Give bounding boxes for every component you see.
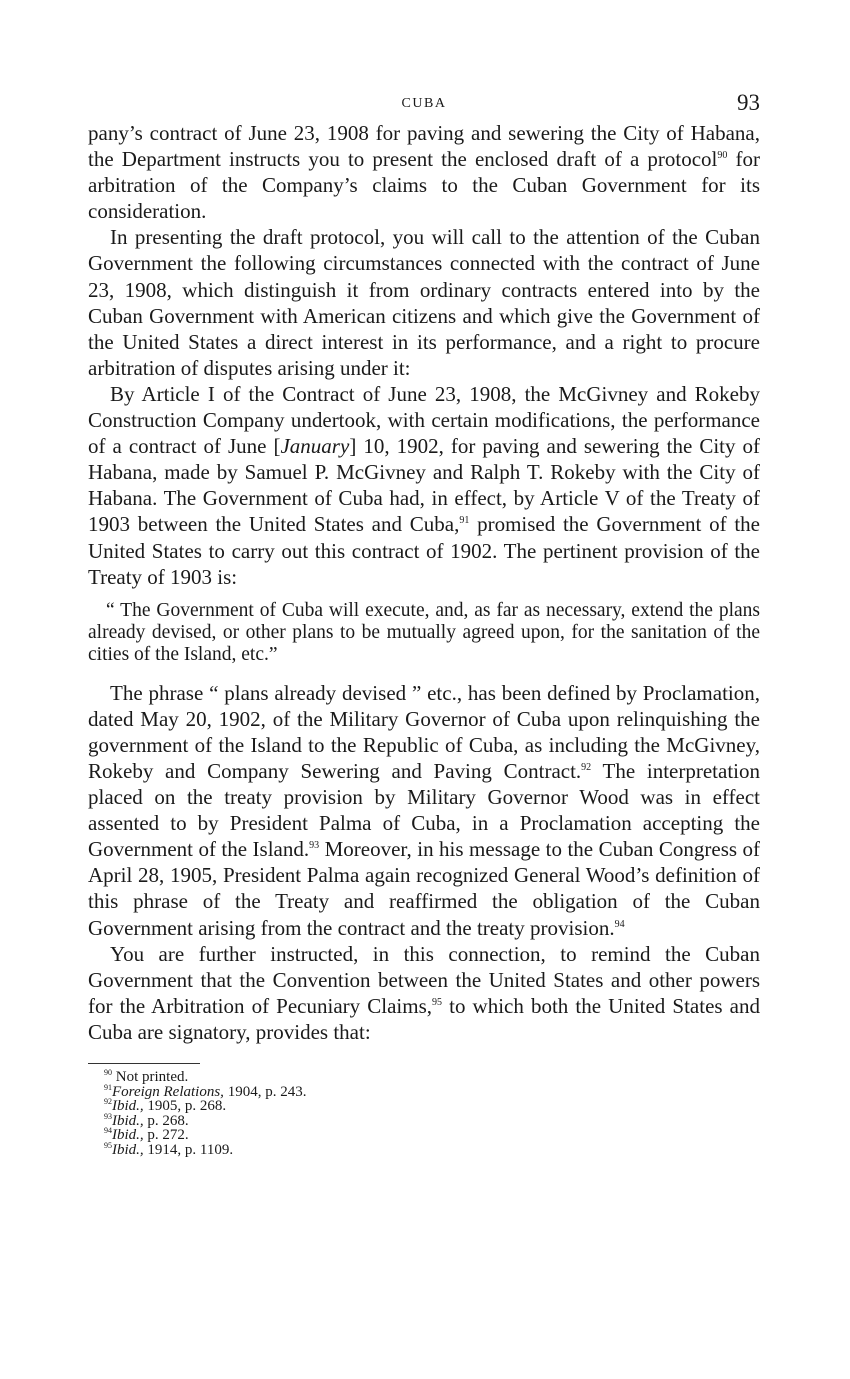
footnote-ref[interactable]: 95: [432, 996, 443, 1008]
footnote: $^{91}$Foreign Relations, 1904, p. 243.: [104, 1082, 307, 1100]
body-text: [88, 120, 760, 1045]
paragraph: pany’s contract of June 23, 1908 for paving and sewering the City of Habana, the Department instructs you to present the enclosed draft of a protocol$^{90}$ for arbitration of the Company’s claims to the Cuban Government for its consideration.: [88, 121, 760, 224]
footnote: $^{92}$Ibid., 1905, p. 268.: [104, 1097, 227, 1114]
paragraph: By Article I of the Contract of June 23, 1908, the McGivney and Rokeby Construction Company undertook, with certain modifications, the performance of a contract of June [January] 10, 1902, for paving and sewering the City of Habana, made by Samuel P. McGivney and Ralph T. Rokeby with the City of Habana. The Government of Cuba had, in effect, by Article V of the Treaty of 1903 between the United States and Cuba,$^{91}$ promised the Government of the United States to carry out this contract of 1902. The pertinent provision of the Treaty of 1903 is:: [88, 381, 760, 589]
footnote-divider: [88, 1063, 200, 1064]
footnote-ref[interactable]: 90: [717, 150, 728, 162]
footnote-ref[interactable]: 92: [581, 761, 592, 773]
footnote: $^{94}$Ibid., p. 272.: [104, 1126, 189, 1143]
footnote-ref[interactable]: 91: [459, 515, 470, 527]
footnote: $^{93}$Ibid., p. 268.: [104, 1111, 189, 1129]
footnote: $^{95}$Ibid., 1914, p. 1109.: [104, 1140, 234, 1158]
page-number: 93: [737, 90, 760, 115]
footnote-ref[interactable]: 94: [614, 918, 625, 930]
document-page: [88, 90, 760, 1157]
footnote: $^{90}$ Not printed.: [104, 1068, 189, 1085]
running-header: [88, 90, 760, 120]
paragraph: In presenting the draft protocol, you will call to the attention of the Cuban Government the following circumstances connected with the contract of June 23, 1908, which distinguish it from ordinary contracts entered into by the Cuban Government with American citizens and which give the Government of the United States a direct interest in its performance, and a right to procure arbitration of disputes arising under it:: [88, 225, 760, 380]
paragraph: You are further instructed, in this connection, to remind the Cuban Government that the Convention between the United States and other powers for the Arbitration of Pecuniary Claims,$^{95}$ to which both the United States and Cuba are signatory, provides that:: [88, 941, 760, 1044]
footnote-ref[interactable]: 93: [309, 840, 320, 852]
running-title: CUBA: [401, 96, 447, 111]
block-quote: “ The Government of Cuba will execute, and, as far as necessary, extend the plans already devised, or other plans to be mutually agreed upon, for the sanitation of the cities of the Island, etc.”: [88, 599, 760, 665]
paragraph: The phrase “ plans already devised ” etc., has been defined by Proclamation, dated May 20, 1902, of the Military Governor of Cuba upon relinquishing the government of the Island to the Republic of Cuba, as including the McGivney, Rokeby and Company Sewering and Paving Contract.$^{92}$ The interpretation placed on the treaty provision by Military Governor Wood was in effect assented to by President Palma of Cuba, in a Proclamation accepting the Government of the Island.$^{93}$ Moreover, in his message to the Cuban Congress of April 28, 1905, President Palma again recognized General Wood’s definition of this phrase of the Treaty and reaffirmed the obligation of the Cuban Government arising from the contract and the treaty provision.$^{94}$: [88, 680, 761, 940]
footnotes: [88, 1070, 760, 1157]
